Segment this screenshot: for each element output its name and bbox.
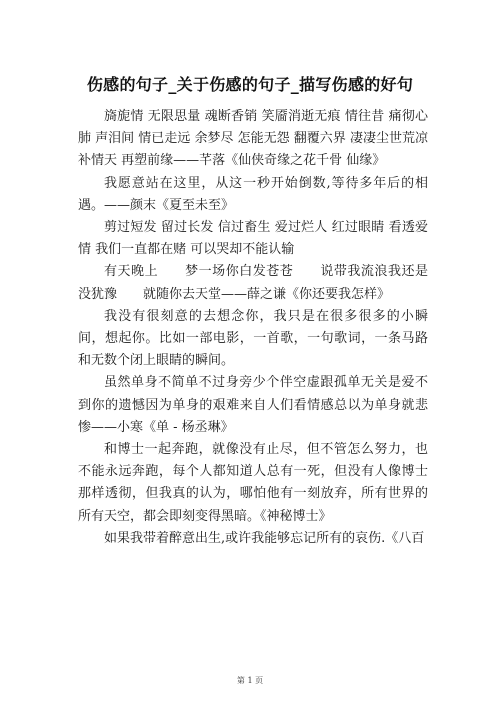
paragraph-2: 我愿意站在这里，从这一秒开始倒数,等待多年后的相遇。——颜末《夏至未至》 <box>78 175 428 213</box>
paragraph-4: 有天晚上 梦一场你白发苍苍 说带我流浪我还是没犹豫 就随你去天堂——薛之谦《你还要我怎样》 <box>78 264 428 302</box>
paragraph-8: 如果我带着醉意出生,或许我能够忘记所有的哀伤.《八百 <box>104 530 425 546</box>
body-text <box>78 106 428 550</box>
paragraph-1: 旖旎情 无限思量 魂断香销 笑靥消逝无痕 情往昔 痛彻心肺 声泪间 情已走远 余梦尽 怎能无怨 翻覆六界 凄凄尘世荒凉 补情天 再塑前缘——芊落《仙侠奇缘之花千骨 仙缘》 <box>78 109 428 169</box>
page-number: 第 1 页 <box>236 676 264 685</box>
paragraph-3: 剪过短发 留过长发 信过畜生 爱过烂人 红过眼睛 看透爱情 我们一直都在赌 可以哭却不能认输 <box>78 220 428 258</box>
paragraph-7: 和博士一起奔跑，就像没有止尽，但不管怎么努力，也不能永远奔跑，每个人都知道人总有一死，但没有人像博士那样透彻，但我真的认为，哪怕他有一刻放弃，所有世界的所有天空，都会即刻变得黑暗。《神秘博士》 <box>78 442 428 524</box>
paragraph-6: 虽然单身不简单不过身旁少个伴空虚跟孤单无关是爱不到你的遗憾因为单身的艰难来自人们看情感总以为单身就悲惨——小寒《单 - 杨丞琳》 <box>78 375 428 435</box>
paragraph-5: 我没有很刻意的去想念你，我只是在很多很多的小瞬间，想起你。比如一部电影，一首歌，一句歌词，一条马路和无数个闭上眼睛的瞬间。 <box>78 308 428 369</box>
page-title: 伤感的句子_关于伤感的句子_描写伤感的好句 <box>86 75 414 94</box>
